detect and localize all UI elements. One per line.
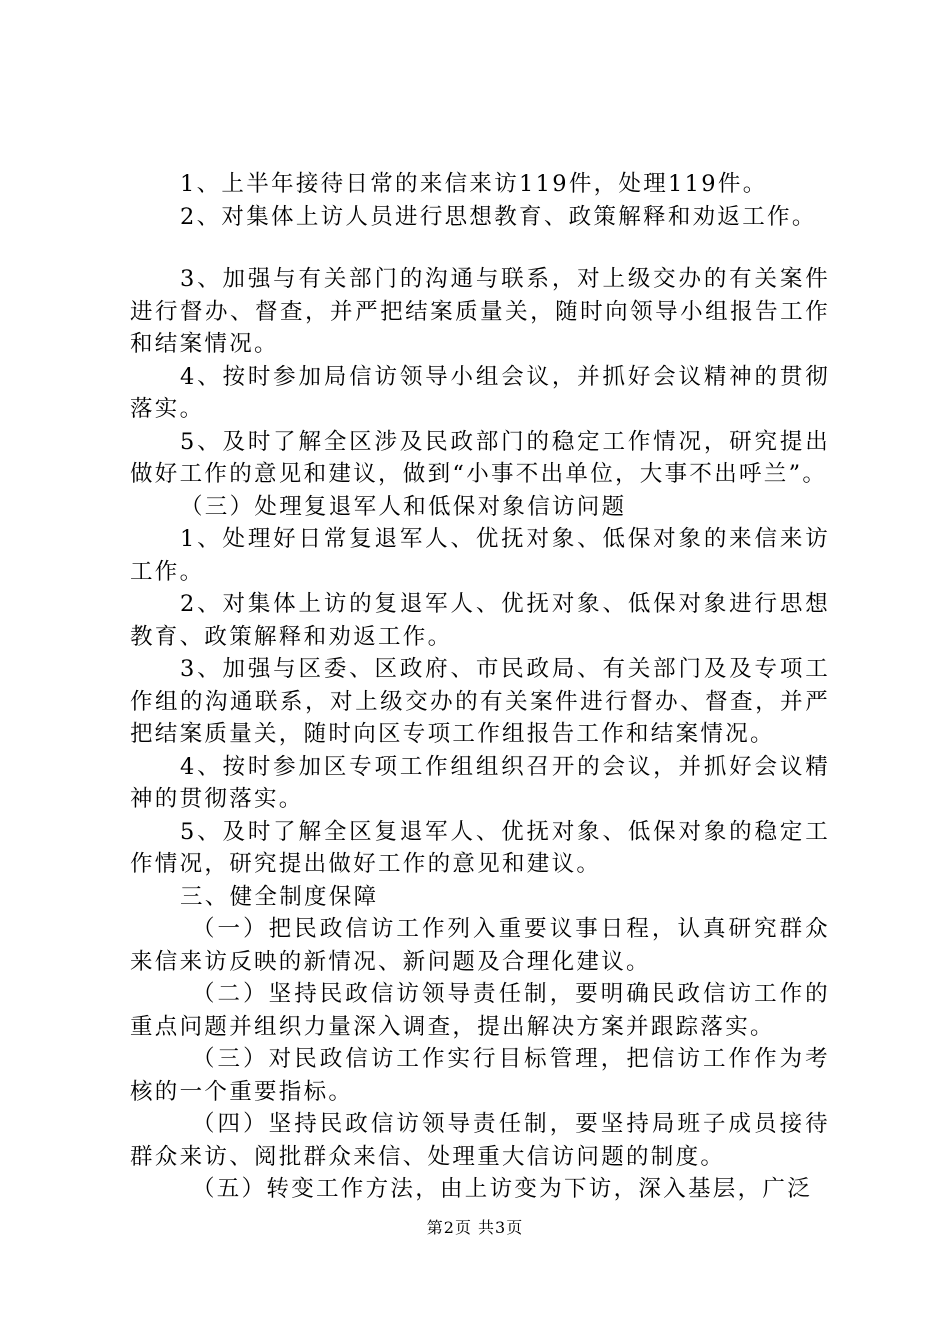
page-footer (0, 1215, 950, 1238)
section-heading-3: （三）处理复退军人和低保对象信访问题 (180, 493, 627, 520)
paragraph-item-14: （四）坚持民政信访领导责任制，要坚持局班子成员接待群众来访、阅批群众来信、处理重大信访问题的制度。 (130, 1111, 830, 1170)
page-number-label: 第2页 共3页 (426, 1218, 524, 1237)
paragraph-item-9: 4、按时参加区专项工作组组织召开的会议，并抓好会议精神的贯彻落实。 (130, 753, 830, 812)
paragraph-item-13: （三）对民政信访工作实行目标管理，把信访工作作为考核的一个重要指标。 (130, 1046, 830, 1105)
paragraph-item-10: 5、及时了解全区复退军人、优抚对象、低保对象的稳定工作情况，研究提出做好工作的意见和建议。 (130, 818, 830, 877)
section-heading-system: 三、健全制度保障 (180, 883, 379, 910)
paragraph-item-15: （五）转变工作方法，由上访变为下访，深入基层，广泛 (192, 1176, 813, 1202)
paragraph-item-7: 2、对集体上访的复退军人、优抚对象、低保对象进行思想教育、政策解释和劝返工作。 (130, 591, 830, 650)
paragraph-item-6: 1、处理好日常复退军人、优抚对象、低保对象的来信来访工作。 (130, 526, 830, 585)
paragraph-item-5: 5、及时了解全区涉及民政部门的稳定工作情况，研究提出做好工作的意见和建议，做到“小事不出单位，大事不出呼兰”。 (130, 428, 830, 487)
paragraph-item-1: 1、上半年接待日常的来信来访119件，处理119件。 (180, 171, 768, 197)
paragraph-item-11: （一）把民政信访工作列入重要议事日程，认真研究群众来信来访反映的新情况、新问题及合理化建议。 (130, 916, 830, 975)
paragraph-item-8: 3、加强与区委、区政府、市民政局、有关部门及及专项工作组的沟通联系，对上级交办的有关案件进行督办、督查，并严把结案质量关，随时向区专项工作组报告工作和结案情况。 (130, 656, 830, 747)
paragraph-item-12: （二）坚持民政信访领导责任制，要明确民政信访工作的重点问题并组织力量深入调查，提出解决方案并跟踪落实。 (130, 981, 830, 1040)
paragraph-item-4: 4、按时参加局信访领导小组会议，并抓好会议精神的贯彻落实。 (130, 363, 830, 422)
paragraph-item-3: 3、加强与有关部门的沟通与联系，对上级交办的有关案件进行督办、督查，并严把结案质量关，随时向领导小组报告工作和结案情况。 (130, 266, 830, 357)
document-body (130, 168, 830, 1206)
paragraph-item-2: 2、对集体上访人员进行思想教育、政策解释和劝返工作。 (180, 203, 817, 230)
